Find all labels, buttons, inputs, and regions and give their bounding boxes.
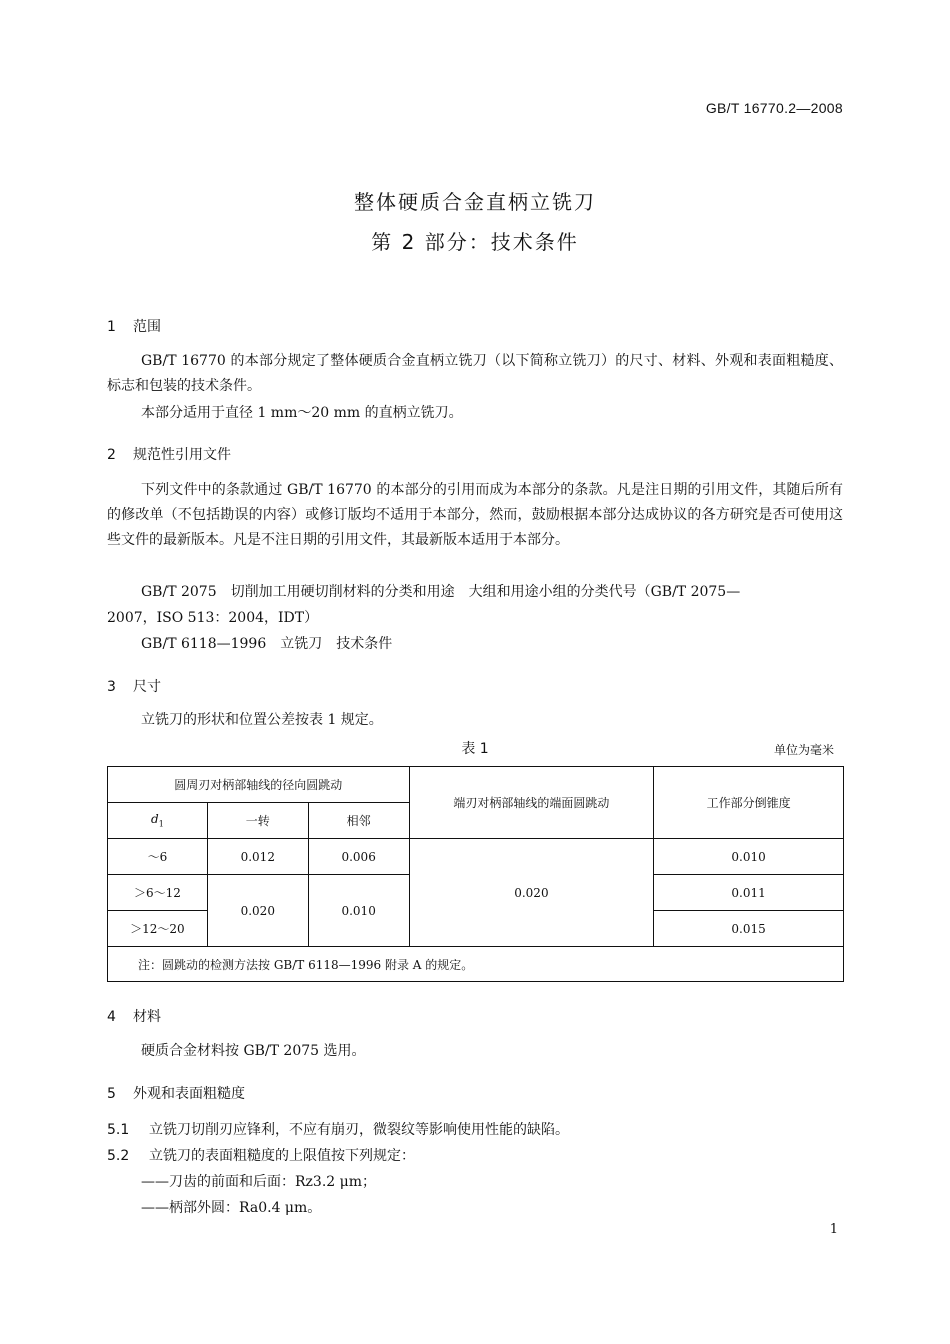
diameter-symbol: d [151,812,159,827]
clause-5-1 [107,1118,569,1143]
section-title: 范围 [133,319,161,335]
cell-taper: 0.015 [654,911,844,947]
section-title: 尺寸 [133,679,161,695]
cell-one-rev: 0.020 [207,875,308,947]
table-row [108,839,844,875]
cell-diameter: ＞6～12 [108,875,208,911]
section-number: 4 [107,1009,116,1025]
clause-text: 立铣刀的表面粗糙度的上限值按下列规定： [149,1148,415,1164]
cell-diameter: ＞12～20 [108,911,208,947]
page-number: 1 [829,1222,838,1237]
cell-diameter: ～6 [108,839,208,875]
header-one-rev: 一转 [207,803,308,839]
section-number: 1 [107,319,116,335]
reference-gbt2075-line2: 2007，ISO 513：2004，IDT） [107,610,319,626]
clause-5-2 [107,1144,415,1169]
section-number: 2 [107,447,116,463]
reference-gbt2075-line1: GB/T 2075 切削加工用硬切削材料的分类和用途 大组和用途小组的分类代号（GB/T 2075— [141,584,741,600]
section-title: 外观和表面粗糙度 [133,1086,245,1102]
document-title: 整体硬质合金直柄立铣刀 [354,190,596,214]
cell-adjacent: 0.006 [308,839,409,875]
document-subtitle: 第 2 部分：技术条件 [371,230,579,254]
clause-number: 5.1 [107,1122,130,1138]
table-unit: 单位为毫米 [773,743,834,757]
clause-number: 5.2 [107,1148,130,1164]
list-item: ——柄部外圆：Ra0.4 μm。 [141,1200,322,1216]
section-4-heading [107,1006,161,1026]
diameter-subscript: 1 [158,819,164,829]
table-note: 注：圆跳动的检测方法按 GB/T 6118—1996 附录 A 的规定。 [108,947,844,982]
section-3-paragraph-1: 立铣刀的形状和位置公差按表 1 规定。 [141,712,383,728]
cell-adjacent: 0.010 [308,875,409,947]
section-2-paragraph-1: 下列文件中的条款通过 GB/T 16770 的本部分的引用而成为本部分的条款。凡是注日期的引用文件，其随后所有的修改单（不包括勘误的内容）或修订版均不适用于本部分，然而，鼓励根据本部分达成协议的各方研究是否可使用这些文件的最新版本。凡是不注日期的引用文件，其最新版本适用于本部分。 [107,482,843,548]
cell-face-runout: 0.020 [409,839,654,947]
table-caption: 表 1 [461,741,489,757]
section-number: 3 [107,679,116,695]
section-1-heading [107,316,161,336]
section-5-heading [107,1083,245,1103]
section-1-paragraph-1: GB/T 16770 的本部分规定了整体硬质合金直柄立铣刀（以下简称立铣刀）的尺寸、材料、外观和表面粗糙度、标志和包装的技术条件。 [107,353,843,394]
section-title: 规范性引用文件 [133,447,231,463]
clause-text: 立铣刀切削刃应锋利，不应有崩刃，微裂纹等影响使用性能的缺陷。 [149,1122,569,1138]
section-title: 材料 [133,1009,161,1025]
cell-one-rev: 0.012 [207,839,308,875]
section-1-paragraph-2: 本部分适用于直径 1 mm～20 mm 的直柄立铣刀。 [141,405,463,421]
section-number: 5 [107,1086,116,1102]
header-face-runout: 端刃对柄部轴线的端面圆跳动 [409,767,654,839]
header-diameter [108,803,208,839]
standard-number: GB/T 16770.2—2008 [705,100,843,116]
tolerance-table [107,766,844,982]
section-4-paragraph-1: 硬质合金材料按 GB/T 2075 选用。 [141,1043,366,1059]
header-back-taper: 工作部分倒锥度 [654,767,844,839]
list-item: ——刀齿的前面和后面：Rz3.2 μm； [141,1174,377,1190]
header-radial-runout: 圆周刃对柄部轴线的径向圆跳动 [108,767,410,803]
section-2-heading [107,444,231,464]
cell-taper: 0.011 [654,875,844,911]
header-adjacent: 相邻 [308,803,409,839]
cell-taper: 0.010 [654,839,844,875]
section-3-heading [107,676,161,696]
reference-gbt6118: GB/T 6118—1996 立铣刀 技术条件 [141,636,393,652]
